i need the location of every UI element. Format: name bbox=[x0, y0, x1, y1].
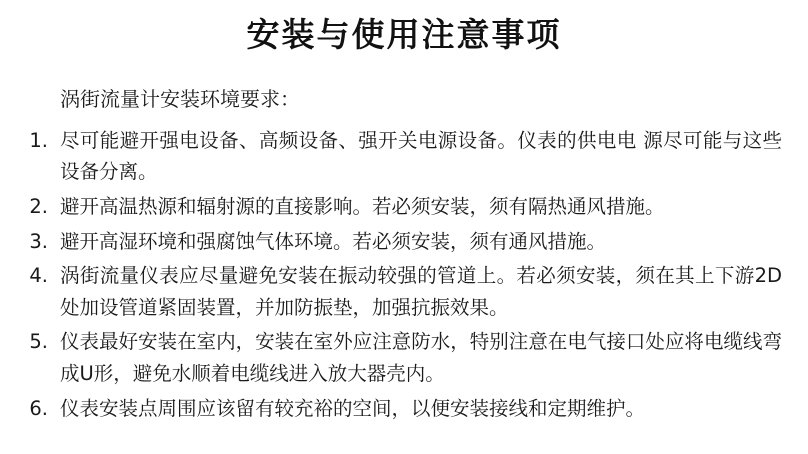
list-item-number: 4. bbox=[29, 264, 48, 288]
list-item-number: 2. bbox=[29, 195, 48, 219]
list-item-text: 避开高湿环境和强腐蚀气体环境。若必须安装，须有通风措施。 bbox=[60, 229, 607, 253]
document-page bbox=[0, 14, 808, 454]
list-item-text: 涡街流量仪表应尽量避免安装在振动较强的管道上。若必须安装，须在其上下游2D处加设管道紧固装置，并加防振垫，加强抗振效果。 bbox=[60, 264, 782, 319]
list-item bbox=[0, 191, 808, 223]
list-item-text: 仪表最好安装在室内，安装在室外应注意防水，特别注意在电气接口处应将电缆线弯成U形，避免水顺着电缆线进入放大器壳内。 bbox=[60, 330, 782, 385]
list-item-text: 尽可能避开强电设备、高频设备、强开关电源设备。仪表的供电电 源尽可能与这些设备分离。 bbox=[60, 128, 782, 184]
requirements-list bbox=[0, 125, 808, 424]
list-item-number: 1. bbox=[29, 128, 48, 152]
list-item-text: 避开高温热源和辐射源的直接影响。若必须安装，须有隔热通风措施。 bbox=[60, 195, 665, 219]
page-title: 安装与使用注意事项 bbox=[246, 15, 562, 54]
list-item-text: 仪表安装点周围应该留有较充裕的空间，以便安装接线和定期维护。 bbox=[60, 396, 646, 420]
list-item bbox=[0, 260, 808, 323]
list-item bbox=[0, 326, 808, 389]
list-item-number: 6. bbox=[29, 396, 48, 420]
list-item bbox=[0, 125, 808, 188]
intro-paragraph: 涡街流量计安装环境要求： bbox=[60, 86, 300, 111]
list-item-number: 5. bbox=[29, 330, 48, 354]
list-item bbox=[0, 226, 808, 258]
list-item bbox=[0, 393, 808, 425]
list-item-number: 3. bbox=[29, 229, 48, 253]
